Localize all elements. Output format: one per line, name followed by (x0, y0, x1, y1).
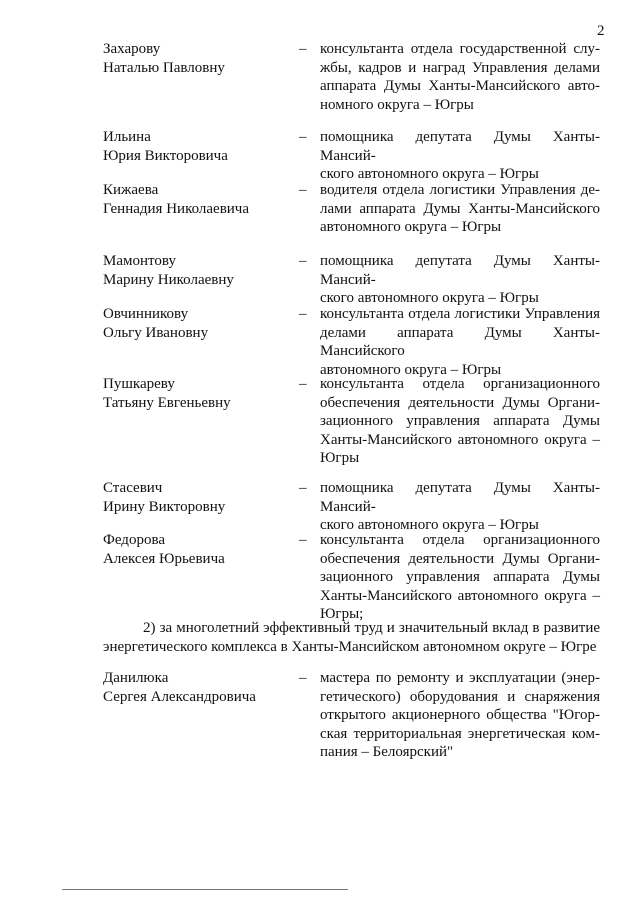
person-name: Пушкареву Татьяну Евгеньевну (103, 376, 231, 411)
person-name: Захарову Наталью Павловну (103, 41, 225, 76)
position-description: помощника депутата Думы Ханты-Мансий- ского автономного округа – Югры (320, 253, 600, 306)
dash-separator: – (299, 532, 307, 548)
dash-separator: – (299, 41, 307, 57)
dash-separator: – (299, 670, 307, 686)
section-2-paragraph: 2) за многолетний эффективный труд и значительный вклад в развитие энергетического комплекса в Ханты-Мансийском автономном округе – Югре (103, 620, 600, 655)
dash-separator: – (299, 306, 307, 322)
position-description: водителя отдела логистики Управления де- лами аппарата Думы Ханты-Мансийского автономного округа – Югры (320, 182, 600, 235)
person-name: Стасевич Ирину Викторовну (103, 480, 226, 515)
page-number: 2 (597, 23, 605, 39)
position-description: консультанта отдела организационного обеспечения деятельности Думы Органи- зационного управления аппарата Думы Ханты-Мансийского автономного округа – Югры (320, 376, 600, 466)
person-name: Кижаева Геннадия Николаевича (103, 182, 250, 217)
position-description: помощника депутата Думы Ханты-Мансий- ского автономного округа – Югры (320, 129, 600, 182)
dash-separator: – (299, 376, 307, 392)
person-name: Федорова Алексея Юрьевича (103, 532, 225, 567)
position-description: консультанта отдела логистики Управления делами аппарата Думы Ханты-Мансийского автономного округа – Югры (320, 306, 600, 378)
footer-divider (62, 889, 348, 890)
person-name: Ильина Юрия Викторовича (103, 129, 228, 164)
position-description: мастера по ремонту и эксплуатации (энер- гетического) оборудования и снаряжения открытого акционерного общества "Югор- ская территориальная энергетическая ком- пания – Белоярский" (320, 670, 600, 760)
dash-separator: – (299, 129, 307, 145)
person-name: Данилюка Сергея Александровича (103, 670, 256, 705)
dash-separator: – (299, 480, 307, 496)
person-name: Мамонтову Марину Николаевну (103, 253, 234, 288)
position-description: консультанта отдела организационного обеспечения деятельности Думы Органи- зационного управления аппарата Думы Ханты-Мансийского автономного округа – Югры; (320, 532, 600, 622)
dash-separator: – (299, 253, 307, 269)
dash-separator: – (299, 182, 307, 198)
position-description: помощника депутата Думы Ханты-Мансий- ского автономного округа – Югры (320, 480, 600, 533)
person-name: Овчинникову Ольгу Ивановну (103, 306, 209, 341)
position-description: консультанта отдела государственной слу- жбы, кадров и наград Управления делами аппарата Думы Ханты-Мансийского авто- номного округа – Югры (320, 41, 600, 113)
